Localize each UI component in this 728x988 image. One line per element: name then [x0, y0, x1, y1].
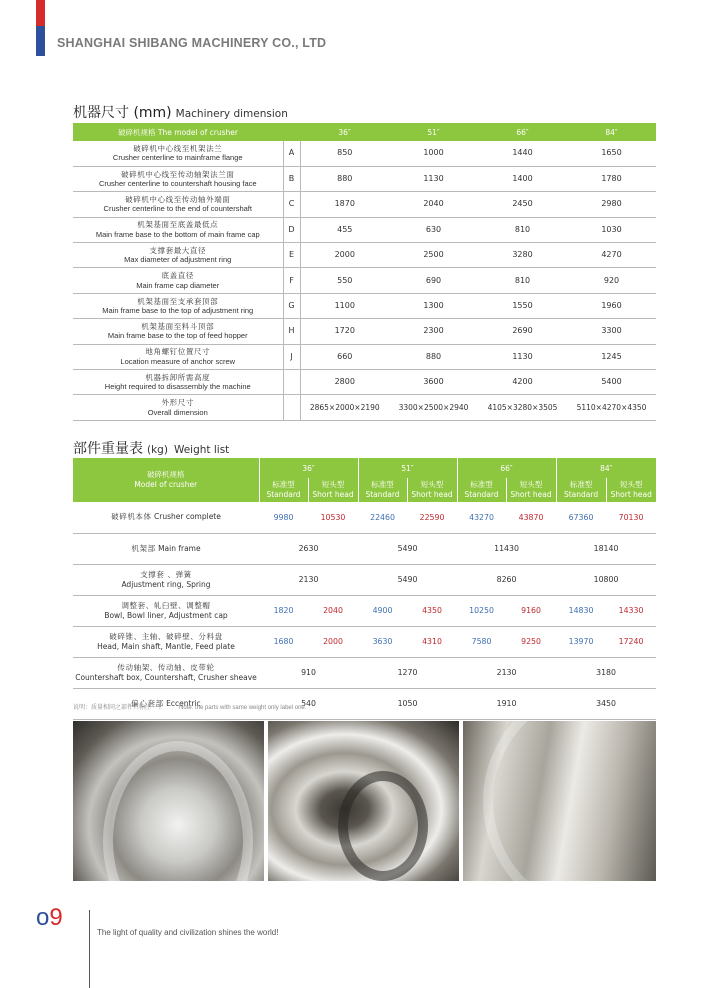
weight-title-cn: 部件重量表 — [73, 441, 143, 457]
dimension-value: 1245 — [567, 344, 656, 369]
dimension-label-cn: 支撑套最大直径 — [149, 245, 207, 255]
dimension-header-size: 66″ — [478, 123, 567, 141]
weight-subheader-standard — [556, 478, 606, 502]
dimension-label-cn: 地角螺钉位置尺寸 — [145, 347, 211, 357]
dimension-row-label — [73, 166, 283, 191]
weight-value-short-head: 17240 — [606, 626, 656, 657]
dimension-row — [73, 243, 656, 268]
weight-row-label — [73, 657, 259, 688]
dimension-row-label — [73, 192, 283, 217]
weight-value-shared: 2130 — [259, 564, 358, 595]
dimension-value: 1870 — [300, 192, 389, 217]
dimension-letter: H — [283, 319, 300, 344]
weight-subheader-short-head — [606, 478, 656, 502]
dimension-letter — [283, 370, 300, 395]
weight-label-en: Bowl, Bowl liner, Adjustment cap — [104, 610, 228, 620]
weight-value-shared: 8260 — [457, 564, 556, 595]
company-name: SHANGHAI SHIBANG MACHINERY CO., LTD — [57, 36, 327, 50]
weight-value-standard: 1680 — [259, 626, 308, 657]
dimension-letter: A — [283, 141, 300, 166]
dimension-value: 3280 — [478, 243, 567, 268]
page-number-part-b: 9 — [49, 904, 63, 931]
weight-header-row — [73, 458, 656, 478]
weight-label-en: Adjustment ring, Spring — [121, 579, 211, 589]
weight-label-cn: 破碎锥、主轴、破碎壁、分料盘 — [109, 631, 223, 641]
weight-label-en: Crusher complete — [154, 512, 221, 522]
dimension-label-cn: 破碎机中心线至传动轴架法兰面 — [121, 169, 235, 179]
weight-label-en: Eccentric — [166, 698, 201, 708]
dimension-label-cn: 机器拆卸所需高度 — [145, 372, 211, 382]
dimension-title-cn: 机器尺寸 (mm) — [73, 105, 172, 121]
weight-value-shared: 2130 — [457, 657, 556, 688]
weight-label-en: Head, Main shaft, Mantle, Feed plate — [97, 641, 235, 651]
weight-note — [73, 702, 306, 711]
dimension-row-label — [73, 370, 283, 395]
photo-highlight — [103, 741, 253, 881]
dimension-label-cn: 机架基面至料斗顶部 — [141, 321, 215, 331]
dimension-header-label: 破碎机规格 The model of crusher — [73, 123, 283, 141]
dimension-row — [73, 166, 656, 191]
dimension-value: 455 — [300, 217, 389, 242]
weight-row-label — [73, 533, 259, 564]
weight-row — [73, 626, 656, 657]
dimension-row — [73, 141, 656, 166]
weight-row — [73, 595, 656, 626]
dimension-value: 2980 — [567, 192, 656, 217]
dimension-value: 1650 — [567, 141, 656, 166]
dimension-value: 1000 — [389, 141, 478, 166]
dimension-header-size: 84″ — [567, 123, 656, 141]
dimension-value: 2040 — [389, 192, 478, 217]
dimension-row-label — [73, 293, 283, 318]
dimension-value: 2690 — [478, 319, 567, 344]
weight-value-standard: 14830 — [556, 595, 606, 626]
weight-value-standard: 7580 — [457, 626, 506, 657]
weight-subheader-short-head — [308, 478, 358, 502]
dimension-row — [73, 293, 656, 318]
dimension-value: 550 — [300, 268, 389, 293]
dimension-row-label — [73, 395, 283, 420]
dimension-value: 4270 — [567, 243, 656, 268]
weight-value-shared: 5490 — [358, 564, 457, 595]
weight-value-standard: 1820 — [259, 595, 308, 626]
weight-value-short-head: 14330 — [606, 595, 656, 626]
subheader-en: Short head — [411, 490, 453, 499]
dimension-value: 810 — [478, 217, 567, 242]
dimension-row-label — [73, 217, 283, 242]
dimension-row-label — [73, 319, 283, 344]
footer-slogan: The light of quality and civilization shines the world! — [97, 928, 279, 937]
dimension-letter: E — [283, 243, 300, 268]
weight-header-size: 84″ — [556, 458, 656, 478]
weight-value-standard: 3630 — [358, 626, 407, 657]
dimension-row-label — [73, 243, 283, 268]
weight-title-en: Weight list — [173, 444, 230, 456]
dimension-letter: C — [283, 192, 300, 217]
subheader-en: Standard — [365, 490, 400, 499]
dimension-label-cn: 破碎机中心线至传动轴外端面 — [125, 194, 231, 204]
dimension-value: 1550 — [478, 293, 567, 318]
weight-value-short-head: 4310 — [407, 626, 457, 657]
dimension-value: 690 — [389, 268, 478, 293]
weight-value-shared: 3450 — [556, 688, 656, 719]
weight-value-shared: 18140 — [556, 533, 656, 564]
weight-title-kg: (kg) — [147, 444, 168, 456]
weight-label-cn: 调整套、轧臼壁、调整帽 — [121, 600, 211, 610]
dimension-value: 3300×2500×2940 — [389, 395, 478, 420]
dimension-table — [73, 123, 656, 421]
weight-label-cn: 传动轴架、传动轴、皮带轮 — [117, 662, 215, 672]
weight-value-standard: 9980 — [259, 502, 308, 533]
weight-value-standard: 13970 — [556, 626, 606, 657]
dimension-value: 1720 — [300, 319, 389, 344]
dimension-value: 880 — [300, 166, 389, 191]
dimension-value: 4105×3280×3505 — [478, 395, 567, 420]
weight-value-shared: 2630 — [259, 533, 358, 564]
weight-header-size: 66″ — [457, 458, 556, 478]
photo-highlight — [338, 771, 428, 881]
weight-value-shared: 910 — [259, 657, 358, 688]
dimension-value: 920 — [567, 268, 656, 293]
weight-value-short-head: 9250 — [506, 626, 556, 657]
dimension-value: 660 — [300, 344, 389, 369]
dimension-title — [73, 102, 288, 122]
weight-subheader-short-head — [506, 478, 556, 502]
dimension-label-en: Overall dimension — [147, 407, 208, 417]
dimension-row — [73, 395, 656, 420]
photo-bowl-casting — [73, 721, 264, 881]
subheader-en: Short head — [510, 490, 552, 499]
dimension-letter: F — [283, 268, 300, 293]
weight-subheader-standard — [358, 478, 407, 502]
subheader-cn: 短头型 — [519, 480, 543, 489]
weight-row-label — [73, 626, 259, 657]
photo-shafts — [268, 721, 459, 881]
dimension-label-en: Main frame base to the top of feed hopper — [107, 331, 248, 341]
subheader-cn: 标准型 — [569, 480, 593, 489]
subheader-cn: 标准型 — [272, 480, 295, 489]
subheader-en: Standard — [563, 490, 599, 499]
weight-value-short-head: 70130 — [606, 502, 656, 533]
dimension-value: 1440 — [478, 141, 567, 166]
dimension-value: 5110×4270×4350 — [567, 395, 656, 420]
weight-label-cn: 偏心套部 — [131, 698, 164, 708]
weight-label-en: Countershaft box, Countershaft, Crusher sheave — [75, 672, 257, 682]
subheader-cn: 短头型 — [321, 480, 345, 489]
dimension-value: 1100 — [300, 293, 389, 318]
subheader-cn: 标准型 — [470, 480, 493, 489]
weight-table — [73, 458, 656, 720]
dimension-row-label — [73, 141, 283, 166]
weight-value-short-head: 10530 — [308, 502, 358, 533]
dimension-title-en: Machinery dimension — [175, 108, 288, 120]
dimension-label-cn: 机架基面至支承套顶部 — [137, 296, 219, 306]
weight-row — [73, 657, 656, 688]
dimension-label-en: Max diameter of adjustment ring — [124, 255, 232, 265]
dimension-label-en: Main frame base to the bottom of main frame cap — [95, 229, 260, 239]
subheader-cn: 短头型 — [620, 480, 643, 489]
weight-label-cn: 破碎机本体 — [111, 512, 152, 522]
dimension-header-row — [73, 123, 656, 141]
weight-title — [73, 438, 229, 458]
weight-row — [73, 533, 656, 564]
weight-value-short-head: 2040 — [308, 595, 358, 626]
weight-value-shared: 1910 — [457, 688, 556, 719]
weight-label-cn: 机架部 — [131, 543, 156, 553]
weight-value-shared: 5490 — [358, 533, 457, 564]
dimension-row — [73, 370, 656, 395]
weight-value-short-head: 4350 — [407, 595, 457, 626]
dimension-label-cn: 底盖直径 — [161, 271, 194, 281]
weight-row-label — [73, 564, 259, 595]
dimension-value: 3600 — [389, 370, 478, 395]
weight-model-en: Model of crusher — [134, 480, 198, 489]
weight-header-size: 51″ — [358, 458, 457, 478]
dimension-value: 1960 — [567, 293, 656, 318]
weight-value-standard: 43270 — [457, 502, 506, 533]
brand-bar-red — [36, 0, 45, 26]
weight-value-shared: 1270 — [358, 657, 457, 688]
dimension-value: 2300 — [389, 319, 478, 344]
dimension-row — [73, 217, 656, 242]
dimension-value: 2865×2000×2190 — [300, 395, 389, 420]
subheader-en: Short head — [312, 490, 354, 499]
weight-header-size: 36″ — [259, 458, 358, 478]
dimension-value: 1030 — [567, 217, 656, 242]
page-number — [36, 905, 63, 931]
weight-value-standard: 22460 — [358, 502, 407, 533]
page-number-part-a: o — [36, 904, 50, 931]
dimension-value: 1400 — [478, 166, 567, 191]
weight-row — [73, 502, 656, 533]
subheader-en: Standard — [266, 490, 301, 499]
weight-value-standard: 10250 — [457, 595, 506, 626]
dimension-label-cn: 破碎机中心线至机架法兰 — [133, 143, 223, 153]
weight-subheader-standard — [457, 478, 506, 502]
dimension-value: 880 — [389, 344, 478, 369]
dimension-label-en: Height required to disassembly the machine — [104, 382, 251, 392]
weight-value-short-head: 43870 — [506, 502, 556, 533]
weight-value-shared: 1050 — [358, 688, 457, 719]
dimension-letter: D — [283, 217, 300, 242]
weight-header-model — [73, 458, 259, 502]
dimension-value: 2800 — [300, 370, 389, 395]
dimension-label-en: Crusher centerline to the end of countershaft — [103, 204, 252, 214]
dimension-label-en: Location measure of anchor screw — [120, 356, 236, 366]
dimension-letter: G — [283, 293, 300, 318]
dimension-label-en: Main frame cap diameter — [136, 280, 220, 290]
weight-label-en: Main frame — [158, 543, 201, 553]
weight-value-short-head: 22590 — [407, 502, 457, 533]
subheader-cn: 标准型 — [371, 480, 394, 489]
dimension-row — [73, 268, 656, 293]
subheader-en: Standard — [464, 490, 499, 499]
weight-label-cn: 支撑套 、弹簧 — [140, 569, 192, 579]
dimension-label-en: Main frame base to the top of adjustment ring — [102, 306, 254, 316]
subheader-cn: 短头型 — [420, 480, 444, 489]
weight-note-cn: 说明：质量相同之部件只标注一个 — [73, 705, 164, 711]
dimension-row-label — [73, 268, 283, 293]
photo-highlight — [483, 721, 656, 881]
footer-divider — [89, 910, 90, 988]
brand-bar-blue — [36, 26, 45, 56]
weight-value-shared: 10800 — [556, 564, 656, 595]
weight-row-label — [73, 502, 259, 533]
dimension-letter: J — [283, 344, 300, 369]
weight-value-shared: 540 — [259, 688, 358, 719]
dimension-value: 850 — [300, 141, 389, 166]
dimension-header-size: 51″ — [389, 123, 478, 141]
dimension-value: 810 — [478, 268, 567, 293]
dimension-label-en: Crusher centerline to mainframe flange — [112, 153, 243, 163]
dimension-value: 1130 — [478, 344, 567, 369]
dimension-value: 2450 — [478, 192, 567, 217]
dimension-row — [73, 319, 656, 344]
dimension-value: 1780 — [567, 166, 656, 191]
dimension-value: 3300 — [567, 319, 656, 344]
weight-subheader-standard — [259, 478, 308, 502]
dimension-letter — [283, 395, 300, 420]
dimension-header-letter — [283, 123, 300, 141]
dimension-value: 630 — [389, 217, 478, 242]
weight-subheader-short-head — [407, 478, 457, 502]
dimension-value: 2000 — [300, 243, 389, 268]
weight-value-short-head: 2000 — [308, 626, 358, 657]
weight-row — [73, 564, 656, 595]
dimension-letter: B — [283, 166, 300, 191]
dimension-row — [73, 344, 656, 369]
dimension-header-size: 36″ — [300, 123, 389, 141]
weight-value-shared: 11430 — [457, 533, 556, 564]
dimension-value: 5400 — [567, 370, 656, 395]
dimension-value: 4200 — [478, 370, 567, 395]
weight-value-shared: 3180 — [556, 657, 656, 688]
dimension-label-en: Crusher centerline to countershaft housing face — [98, 179, 257, 189]
weight-note-en: Note: the parts with same weight only label one. — [179, 705, 307, 711]
weight-value-short-head: 9160 — [506, 595, 556, 626]
dimension-label-cn: 机架基面至底盖最低点 — [137, 220, 219, 230]
weight-value-standard: 4900 — [358, 595, 407, 626]
dimension-value: 1300 — [389, 293, 478, 318]
dimension-row — [73, 192, 656, 217]
weight-model-cn: 破碎机规格 — [147, 470, 185, 479]
weight-row-label — [73, 595, 259, 626]
photo-ring-machined — [463, 721, 656, 881]
dimension-value: 2500 — [389, 243, 478, 268]
dimension-label-cn: 外形尺寸 — [161, 398, 194, 408]
weight-value-standard: 67360 — [556, 502, 606, 533]
dimension-value: 1130 — [389, 166, 478, 191]
dimension-row-label — [73, 344, 283, 369]
subheader-en: Short head — [610, 490, 652, 499]
